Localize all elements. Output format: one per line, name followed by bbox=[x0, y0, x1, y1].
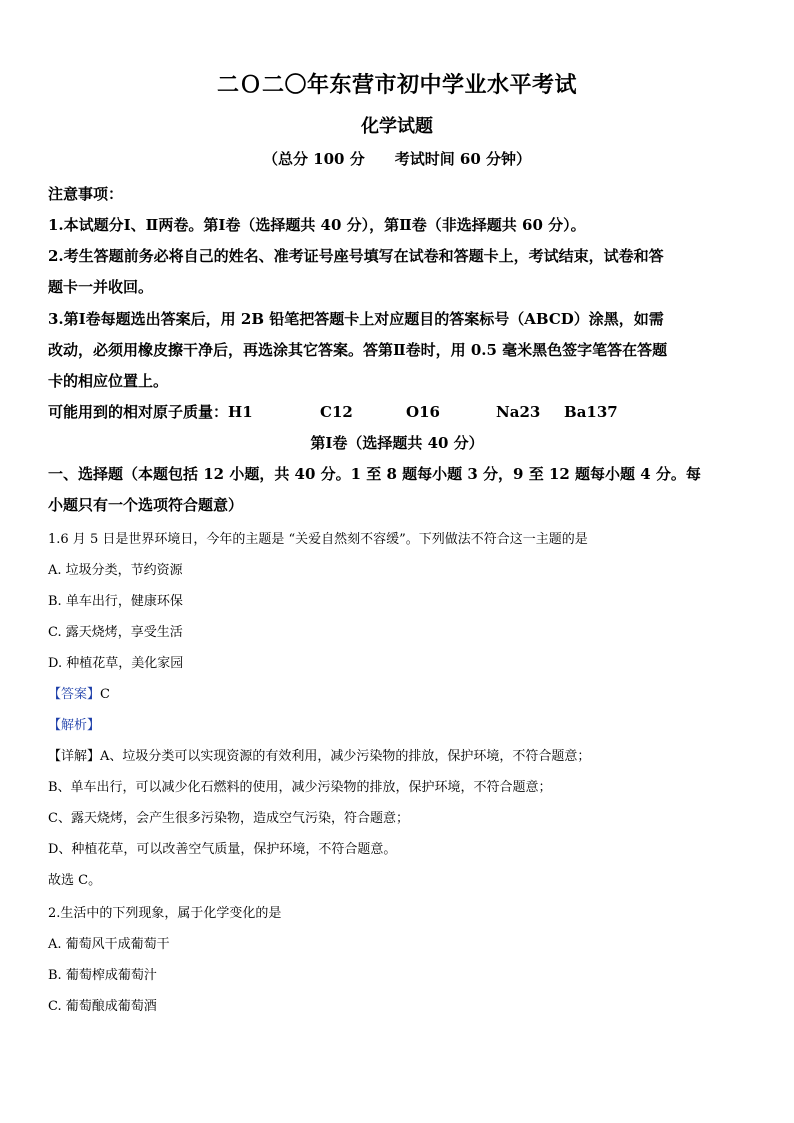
atomic-mass-na: Na23 bbox=[496, 403, 541, 421]
section-1-title: 第Ⅰ卷（选择题共 40 分） bbox=[310, 434, 484, 452]
note-3-line-2: 改动，必须用橡皮擦干净后，再选涂其它答案。答第Ⅱ卷时，用 0.5 毫米黑色签字笔答在答题 bbox=[48, 341, 668, 359]
atomic-masses-label: 可能用到的相对原子质量： bbox=[48, 403, 229, 421]
atomic-masses-row bbox=[48, 401, 618, 422]
atomic-mass-h: H1 bbox=[228, 403, 253, 421]
question-1-answer bbox=[48, 683, 110, 702]
section-1-instructions-line-1: 一、选择题（本题包括 12 小题，共 40 分。1 至 8 题每小题 3 分，9 至 12 题每小题 4 分。每 bbox=[48, 465, 701, 483]
question-2-stem: 2.生活中的下列现象，属于化学变化的是 bbox=[48, 906, 282, 921]
atomic-mass-ba: Ba137 bbox=[564, 403, 618, 421]
question-2-option-c: C. 葡萄酿成葡萄酒 bbox=[48, 999, 157, 1014]
exam-title: 二Ｏ二〇年东营市初中学业水平考试 bbox=[216, 72, 577, 98]
detail-d: D、种植花草，可以改善空气质量，保护环境，不符合题意。 bbox=[48, 842, 397, 857]
question-1-stem: 1.6 月 5 日是世界环境日，今年的主题是 “关爱自然刻不容缓”。下列做法不符合这一主题的是 bbox=[48, 532, 588, 547]
atomic-mass-c: C12 bbox=[320, 403, 353, 421]
exam-meta: （总分 100 分 考试时间 60 分钟） bbox=[262, 150, 532, 168]
answer-tag: 【答案】 bbox=[48, 687, 101, 702]
detail-a bbox=[48, 745, 590, 764]
detail-b: B、单车出行，可以减少化石燃料的使用，减少污染物的排放，保护环境，不符合题意； bbox=[48, 780, 552, 795]
detail-a-text: A、垃圾分类可以实现资源的有效利用，减少污染物的排放，保护环境，不符合题意； bbox=[100, 749, 591, 764]
question-1-option-d: D. 种植花草，美化家园 bbox=[48, 656, 184, 671]
note-2-line-2: 题卡一并收回。 bbox=[48, 278, 154, 296]
detail-c: C、露天烧烤，会产生很多污染物，造成空气污染，符合题意； bbox=[48, 811, 409, 826]
question-2-option-b: B. 葡萄榨成葡萄汁 bbox=[48, 968, 157, 983]
question-1-option-c: C. 露天烧烤，享受生活 bbox=[48, 625, 183, 640]
atomic-mass-o: O16 bbox=[406, 403, 440, 421]
question-1-option-b: B. 单车出行，健康环保 bbox=[48, 594, 183, 609]
subject-title: 化学试题 bbox=[361, 116, 433, 137]
section-1-instructions-line-2: 小题只有一个选项符合题意） bbox=[48, 496, 244, 514]
question-2-option-a: A. 葡萄风干成葡萄干 bbox=[48, 937, 170, 952]
question-1-option-a: A. 垃圾分类，节约资源 bbox=[48, 563, 183, 578]
answer-value: C bbox=[100, 687, 110, 702]
note-3-line-3: 卡的相应位置上。 bbox=[48, 372, 169, 390]
detail-tag: 【详解】 bbox=[48, 749, 101, 764]
analysis-tag: 【解析】 bbox=[48, 718, 101, 733]
note-3-line-1: 3.第Ⅰ卷每题选出答案后，用 2B 铅笔把答题卡上对应题目的答案标号（ABCD）涂黑，如需 bbox=[48, 310, 664, 328]
note-2-line-1: 2.考生答题前务必将自己的姓名、准考证号座号填写在试卷和答题卡上，考试结束，试卷和答 bbox=[48, 247, 664, 265]
conclusion: 故选 C。 bbox=[48, 873, 102, 888]
notes-heading: 注意事项： bbox=[48, 185, 124, 203]
note-1: 1.本试题分Ⅰ、Ⅱ两卷。第Ⅰ卷（选择题共 40 分），第Ⅱ卷（非选择题共 60 分）。 bbox=[48, 216, 586, 234]
